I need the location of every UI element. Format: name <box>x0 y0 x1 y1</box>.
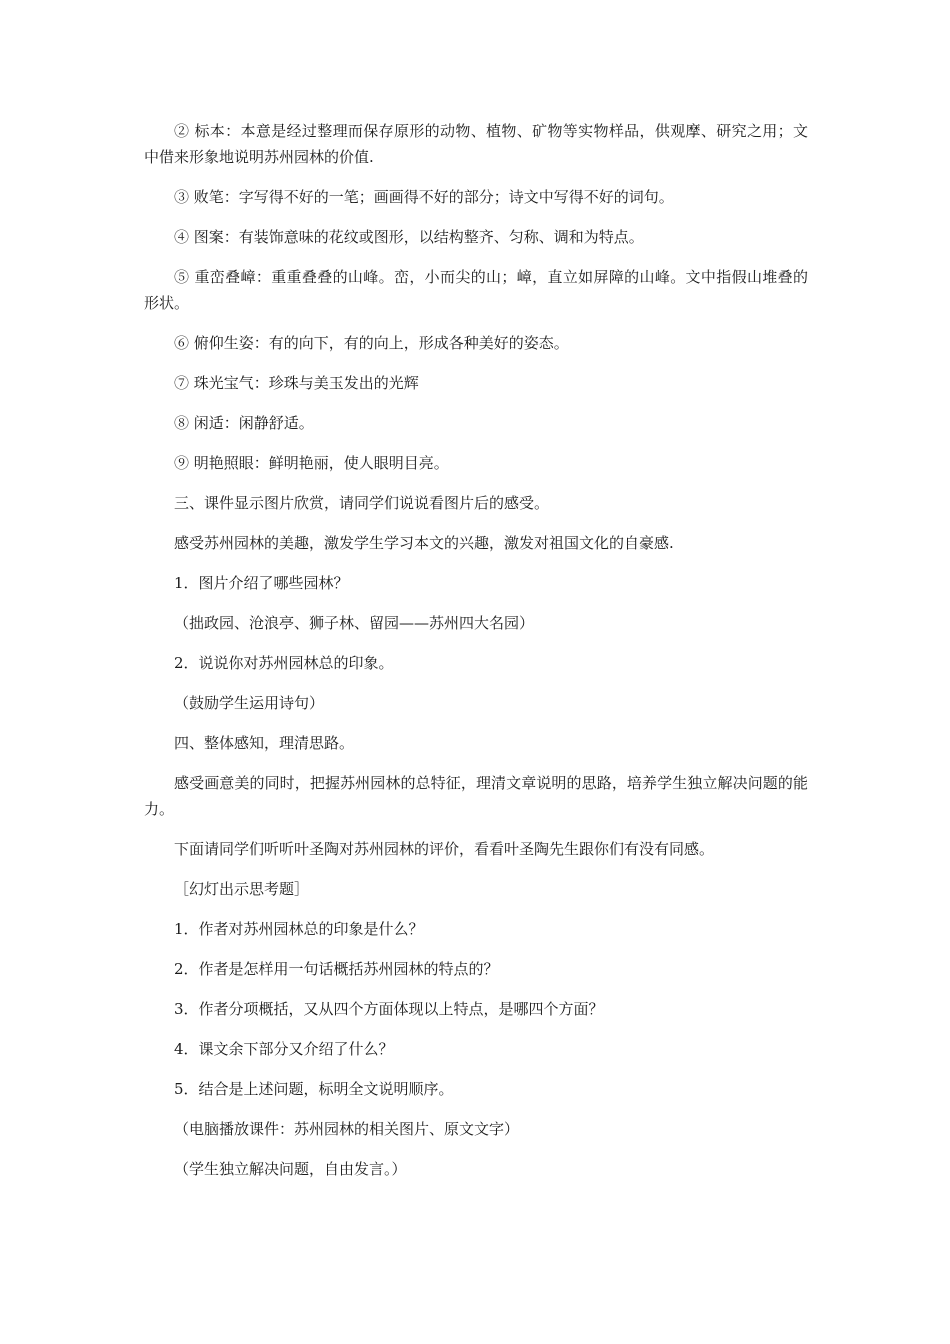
think-question-1: 1．作者对苏州园林总的印象是什么？ <box>174 920 424 938</box>
section-three-goal: 感受苏州园林的美趣，激发学生学习本文的兴趣，激发对祖国文化的自豪感. <box>174 534 674 552</box>
document-body <box>144 118 808 1196</box>
think-question-3: 3．作者分项概括，又从四个方面体现以上特点，是哪四个方面？ <box>174 1000 604 1018</box>
section-four-heading: 四、整体感知，理清思路。 <box>174 734 355 752</box>
question-2: 2．说说你对苏州园林总的印象。 <box>174 654 394 672</box>
think-question-2: 2．作者是怎样用一句话概括苏州园林的特点的？ <box>174 960 499 978</box>
note-xianshi: ⑧ 闲适：闲静舒适。 <box>174 414 314 432</box>
think-question-4: 4．课文余下部分又介绍了什么？ <box>174 1040 394 1058</box>
note-fuyangshengzi: ⑥ 俯仰生姿：有的向下，有的向上，形成各种美好的姿态。 <box>174 334 569 352</box>
note-tuan: ④ 图案：有装饰意味的花纹或图形，以结构整齐、匀称、调和为特点。 <box>174 228 644 246</box>
section-four-intro: 下面请同学们听听叶圣陶对苏州园林的评价，看看叶圣陶先生跟你们有没有同感。 <box>174 840 715 858</box>
answer-2: （鼓励学生运用诗句） <box>174 694 325 712</box>
note-zhuguangbaoqi: ⑦ 珠光宝气：珍珠与美玉发出的光辉 <box>174 374 419 392</box>
section-four-goal: 感受画意美的同时，把握苏州园林的总特征，理清文章说明的思路，培养学生独立解决问题的能力。 <box>144 774 808 818</box>
section-three-heading: 三、课件显示图片欣赏，请同学们说说看图片后的感受。 <box>174 494 550 512</box>
note-biaoben: ② 标本：本意是经过整理而保存原形的动物、植物、矿物等实物样品，供观摩、研究之用；文中借来形象地说明苏州园林的价值. <box>144 122 808 166</box>
courseware-note: （电脑播放课件：苏州园林的相关图片、原文文字） <box>174 1120 520 1138</box>
note-mingyanzhaoyan: ⑨ 明艳照眼：鲜明艳丽，使人眼明目亮。 <box>174 454 449 472</box>
note-zhongluandiezhang: ⑤ 重峦叠嶂：重重叠叠的山峰。峦，小而尖的山；嶂，直立如屏障的山峰。文中指假山堆叠的形状。 <box>144 268 808 312</box>
question-1: 1．图片介绍了哪些园林？ <box>174 574 349 592</box>
student-activity-note: （学生独立解决问题，自由发言。） <box>174 1160 407 1178</box>
note-baibi: ③ 败笔：字写得不好的一笔；画画得不好的部分；诗文中写得不好的词句。 <box>174 188 674 206</box>
answer-1: （拙政园、沧浪亭、狮子林、留园——苏州四大名园） <box>174 614 535 632</box>
slide-questions-label: ［幻灯出示思考题］ <box>174 880 310 898</box>
think-question-5: 5．结合是上述问题，标明全文说明顺序。 <box>174 1080 454 1098</box>
